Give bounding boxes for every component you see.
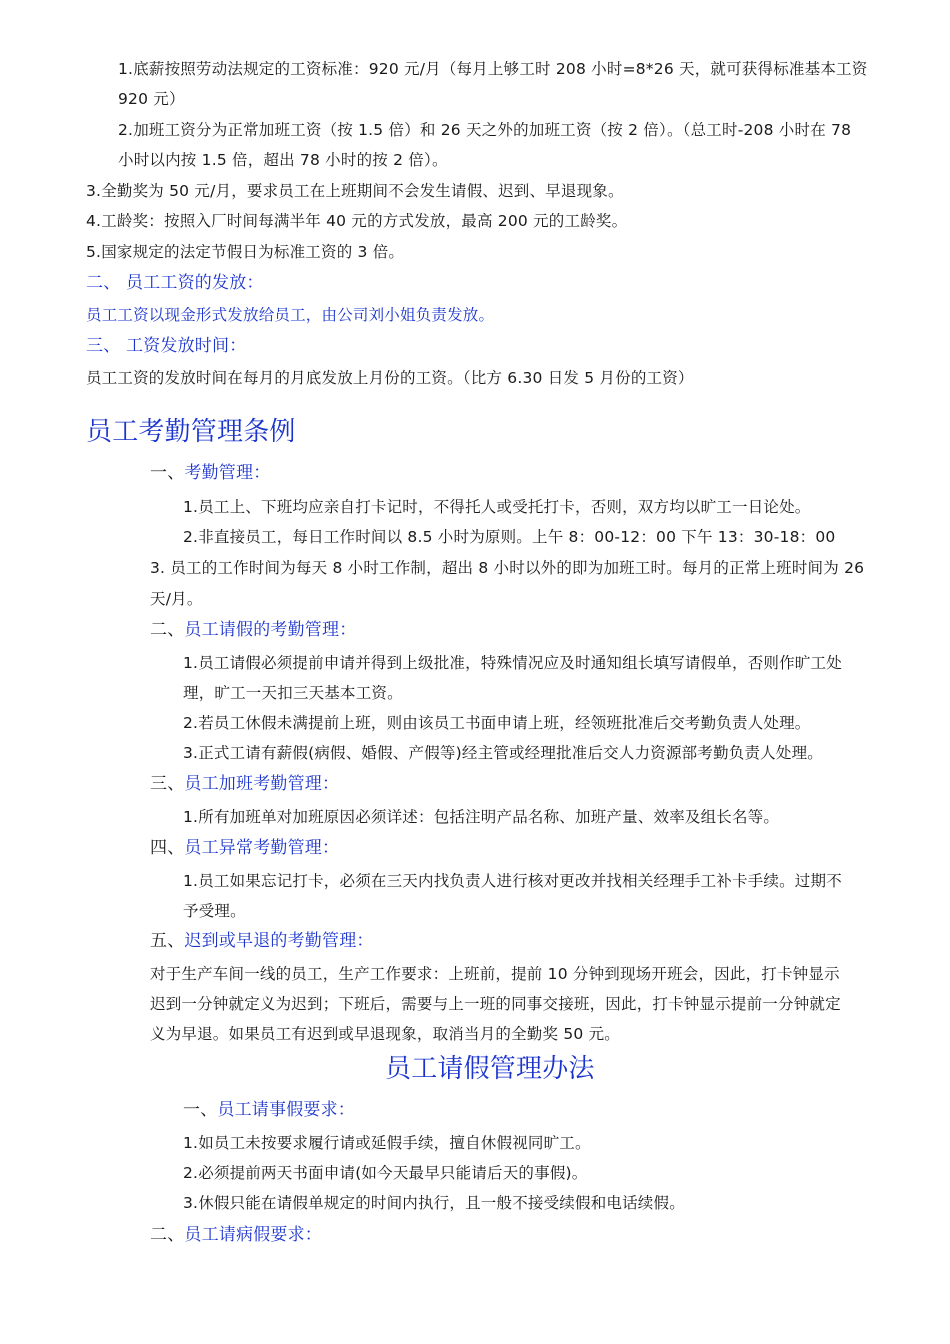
leave-section-1-heading: [183, 1100, 355, 1120]
salary-item-2-line-2: 小时以内按 1.5 倍，超出 78 小时的按 2 倍）。: [118, 151, 448, 169]
attendance-s2-item-2: 2.若员工休假未满提前上班，则由该员工书面申请上班，经领班批准后交考勤负责人处理。: [183, 714, 811, 732]
attendance-section-5-heading: [150, 931, 374, 951]
leave-s1-item-3: 3.休假只能在请假单规定的时间内执行，且一般不接受续假和电话续假。: [183, 1194, 685, 1212]
leave-s1-item-2: 2.必须提前两天书面申请(如今天最早只能请后天的事假)。: [183, 1164, 588, 1182]
attendance-section-3-heading: [150, 774, 339, 794]
attendance-section-4-number: 四、: [150, 838, 185, 858]
attendance-section-3-number: 三、: [150, 774, 185, 794]
attendance-section-1-number: 一、: [150, 463, 185, 483]
salary-item-5: 5.国家规定的法定节假日为标准工资的 3 倍。: [86, 243, 405, 261]
attendance-section-2-label: 员工请假的考勤管理：: [184, 620, 357, 640]
attendance-s1-item-3-line-2: 天/月。: [150, 590, 203, 608]
attendance-s5-text-line-3: 义为早退。如果员工有迟到或早退现象，取消当月的全勤奖 50 元。: [150, 1025, 620, 1043]
attendance-s2-item-1-line-1: 1.员工请假必须提前申请并得到上级批准，特殊情况应及时通知组长填写请假单，否则作旷工处: [183, 654, 842, 672]
attendance-s3-item-1: 1.所有加班单对加班原因必须详述：包括注明产品名称、加班产量、效率及组长名等。: [183, 808, 780, 826]
attendance-s5-text-line-2: 迟到一分钟就定义为迟到；下班后，需要与上一班的同事交接班，因此，打卡钟显示提前一分钟就定: [150, 995, 841, 1013]
attendance-s1-item-1: 1.员工上、下班均应亲自打卡记时，不得托人或受托打卡，否则，双方均以旷工一日论处。: [183, 498, 811, 516]
leave-s1-item-1: 1.如员工未按要求履行请或延假手续，擅自休假视同旷工。: [183, 1134, 591, 1152]
attendance-s1-item-3-line-1: 3. 员工的工作时间为每天 8 小时工作制，超出 8 小时以外的即为加班工时。每月的正常上班时间为 26: [150, 559, 865, 577]
attendance-s4-item-1-line-1: 1.员工如果忘记打卡，必须在三天内找负责人进行核对更改并找相关经理手工补卡手续。过期不: [183, 872, 842, 890]
attendance-section-5-label: 迟到或早退的考勤管理：: [184, 931, 374, 951]
salary-item-1-line-2: 920 元）: [118, 90, 185, 108]
attendance-section-1-label: 考勤管理：: [184, 463, 271, 483]
leave-section-1-label: 员工请事假要求：: [217, 1100, 356, 1120]
leave-section-1-number: 一、: [183, 1100, 218, 1120]
attendance-s2-item-1-line-2: 理，旷工一天扣三天基本工资。: [183, 684, 403, 702]
attendance-section-2-number: 二、: [150, 620, 185, 640]
attendance-section-1-heading: [150, 463, 270, 483]
attendance-s5-text-line-1: 对于生产车间一线的员工，生产工作要求：上班前，提前 10 分钟到现场开班会，因此，打卡钟显示: [150, 965, 840, 983]
salary-payment-text: 员工工资以现金形式发放给员工，由公司刘小姐负责发放。: [86, 306, 495, 324]
attendance-section-4-heading: [150, 838, 339, 858]
leave-section-2-number: 二、: [150, 1225, 185, 1245]
salary-item-1-line-1: 1.底薪按照劳动法规定的工资标准：920 元/月（每月上够工时 208 小时=8*26 天，就可获得标准基本工资: [118, 60, 868, 78]
salary-time-heading: 三、 工资发放时间：: [86, 336, 247, 356]
attendance-section-5-number: 五、: [150, 931, 185, 951]
leave-section-2-label: 员工请病假要求：: [184, 1225, 323, 1245]
attendance-s1-item-2: 2.非直接员工，每日工作时间以 8.5 小时为原则。上午 8：00-12：00 下午 13：30-18：00: [183, 528, 836, 546]
attendance-s2-item-3: 3.正式工请有薪假(病假、婚假、产假等)经主管或经理批准后交人力资源部考勤负责人处理。: [183, 744, 823, 762]
salary-item-4: 4.工龄奖：按照入厂时间每满半年 40 元的方式发放，最高 200 元的工龄奖。: [86, 212, 628, 230]
attendance-section-4-label: 员工异常考勤管理：: [184, 838, 340, 858]
salary-time-text: 员工工资的发放时间在每月的月底发放上月份的工资。（比方 6.30 日发 5 月份的工资）: [86, 369, 694, 387]
salary-payment-heading: 二、 员工工资的发放：: [86, 273, 264, 293]
leave-section-2-heading: [150, 1225, 322, 1245]
attendance-section-2-heading: [150, 620, 356, 640]
attendance-section-3-label: 员工加班考勤管理：: [184, 774, 340, 794]
attendance-title: 员工考勤管理条例: [86, 417, 296, 447]
attendance-s4-item-1-line-2: 予受理。: [183, 902, 246, 920]
leave-title: 员工请假管理办法: [385, 1054, 595, 1084]
salary-item-2-line-1: 2.加班工资分为正常加班工资（按 1.5 倍）和 26 天之外的加班工资（按 2 倍）。（总工时-208 小时在 78: [118, 121, 852, 139]
salary-item-3: 3.全勤奖为 50 元/月，要求员工在上班期间不会发生请假、迟到、早退现象。: [86, 182, 624, 200]
